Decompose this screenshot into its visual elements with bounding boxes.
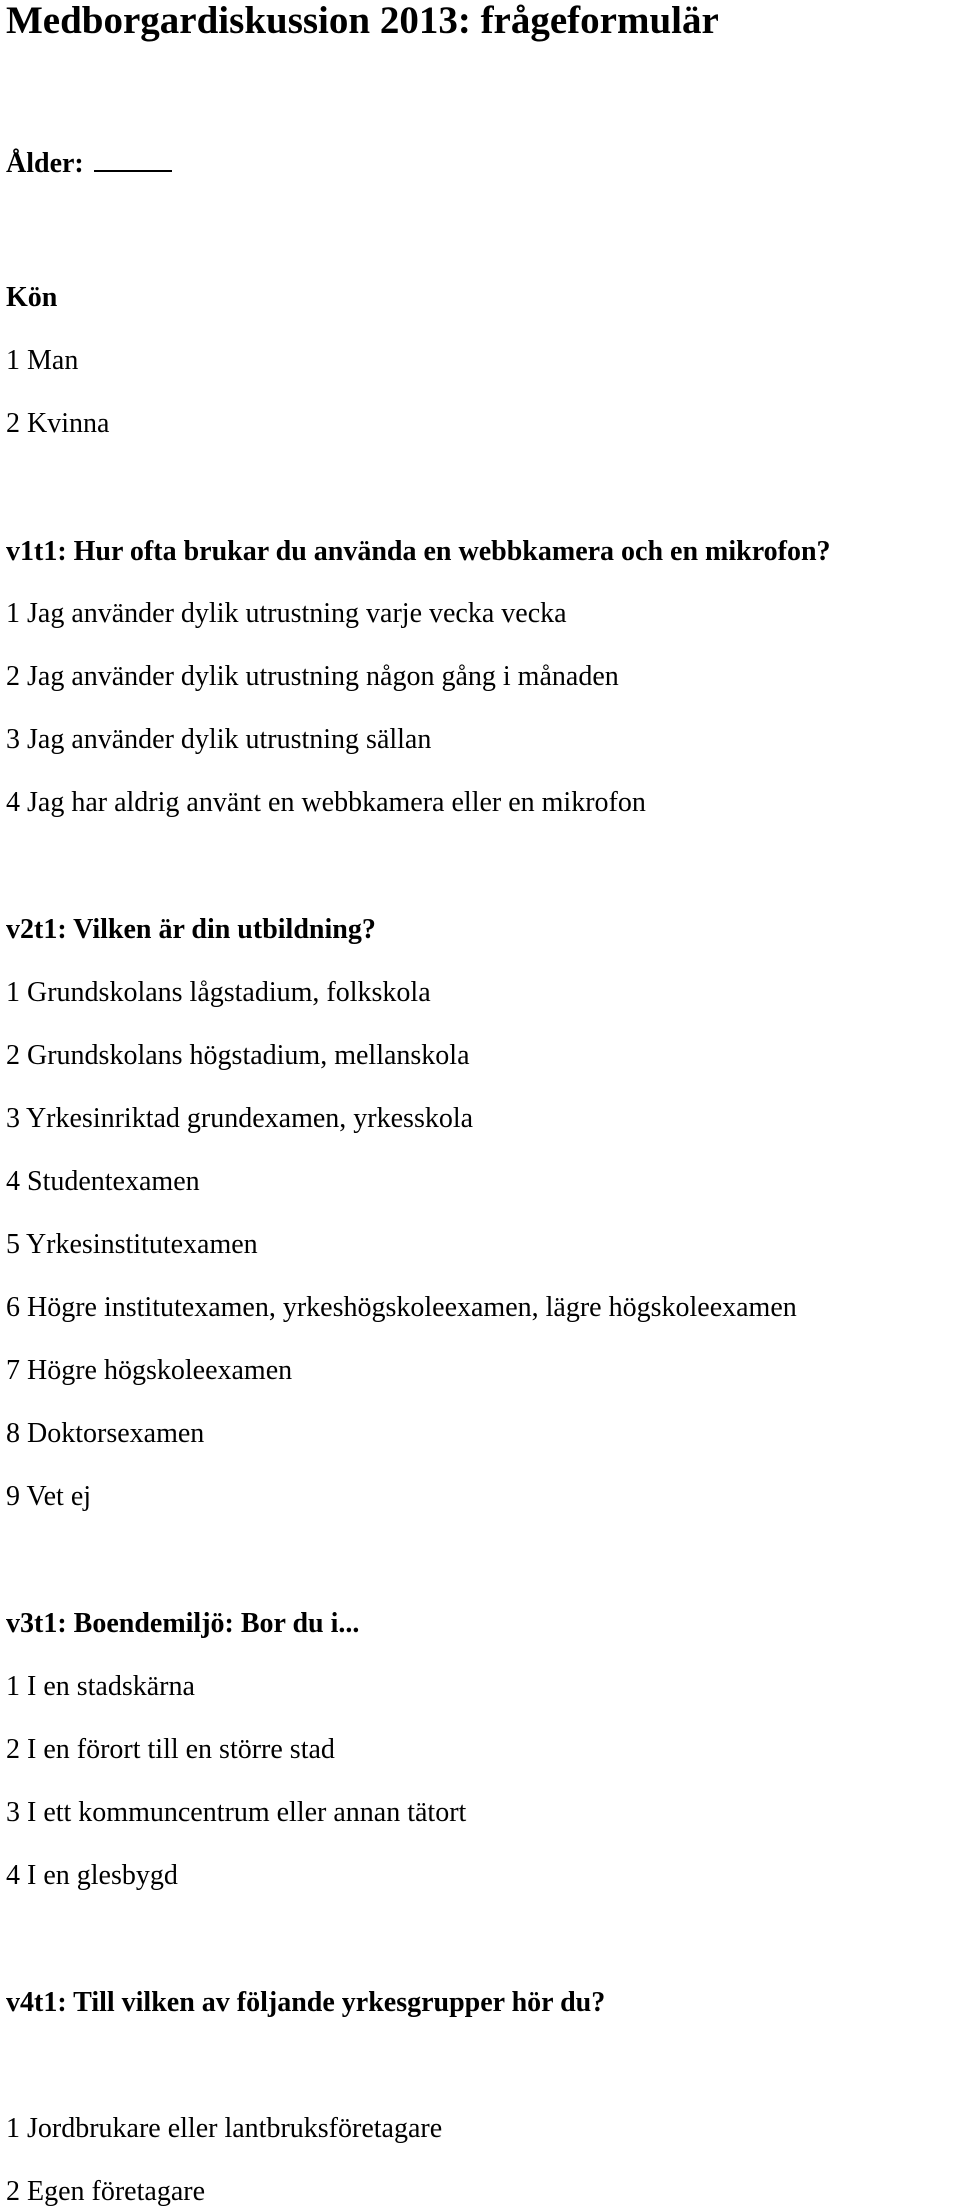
- v2t1-option-1: 1 Grundskolans lågstadium, folkskola: [6, 977, 431, 1008]
- age-field: [6, 148, 172, 180]
- v2t1-option-7: 7 Högre högskoleexamen: [6, 1355, 293, 1386]
- v1t1-option-1: 1 Jag använder dylik utrustning varje vecka vecka: [6, 598, 567, 629]
- gender-option-2: 2 Kvinna: [6, 408, 110, 439]
- page-title: Medborgardiskussion 2013: frågeformulär: [6, 0, 719, 42]
- v2t1-option-5: 5 Yrkesinstitutexamen: [6, 1229, 258, 1260]
- v3t1-option-3: 3 I ett kommuncentrum eller annan tätort: [6, 1797, 467, 1828]
- v4t1-option-2: 2 Egen företagare: [6, 2176, 205, 2207]
- question-v1t1-heading: v1t1: Hur ofta brukar du använda en webbkamera och en mikrofon?: [6, 536, 831, 567]
- age-blank[interactable]: [94, 148, 172, 172]
- gender-option-1: 1 Man: [6, 345, 79, 376]
- v1t1-option-4: 4 Jag har aldrig använt en webbkamera eller en mikrofon: [6, 787, 646, 818]
- gender-heading: Kön: [6, 282, 58, 313]
- v2t1-option-8: 8 Doktorsexamen: [6, 1418, 205, 1449]
- v3t1-option-1: 1 I en stadskärna: [6, 1671, 195, 1702]
- v3t1-option-4: 4 I en glesbygd: [6, 1860, 178, 1891]
- question-v3t1-heading: v3t1: Boendemiljö: Bor du i...: [6, 1608, 360, 1639]
- v2t1-option-9: 9 Vet ej: [6, 1481, 92, 1512]
- v4t1-option-1: 1 Jordbrukare eller lantbruksföretagare: [6, 2113, 443, 2144]
- v2t1-option-2: 2 Grundskolans högstadium, mellanskola: [6, 1040, 470, 1071]
- v2t1-option-3: 3 Yrkesinriktad grundexamen, yrkesskola: [6, 1103, 474, 1134]
- v1t1-option-2: 2 Jag använder dylik utrustning någon gång i månaden: [6, 661, 619, 692]
- question-v4t1-heading: v4t1: Till vilken av följande yrkesgrupper hör du?: [6, 1987, 606, 2018]
- v3t1-option-2: 2 I en förort till en större stad: [6, 1734, 335, 1765]
- age-label: Ålder:: [6, 148, 84, 179]
- v2t1-option-6: 6 Högre institutexamen, yrkeshögskoleexamen, lägre högskoleexamen: [6, 1292, 797, 1323]
- v2t1-option-4: 4 Studentexamen: [6, 1166, 200, 1197]
- question-v2t1-heading: v2t1: Vilken är din utbildning?: [6, 914, 376, 945]
- v1t1-option-3: 3 Jag använder dylik utrustning sällan: [6, 724, 432, 755]
